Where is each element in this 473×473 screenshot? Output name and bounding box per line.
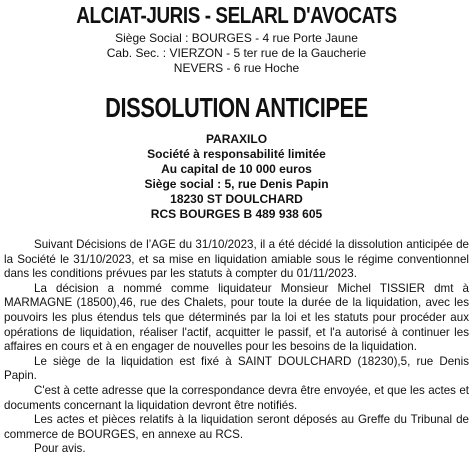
company-name: PARAXILO: [205, 132, 268, 146]
notice-title: DISSOLUTION ANTICIPEE: [105, 92, 368, 123]
body-paragraph: La décision a nommé comme liquidateur Monsieur Michel TISSIER dmt à MARMAGNE (18500),46, rue des Chalets, pour toute la durée de la liquidation, avec les pouvoirs les plus étendus tels que déterminés par la loi et les statuts pour procéder aux opérations de liquidation, réaliser l'actif, acquitter le passif, et l'a autorisé à continuer les affaires en cours et à en engager de nouvelles pour les besoins de la liquidation.: [4, 281, 469, 354]
body-paragraph: Les actes et pièces relatifs à la liquidation seront déposés au Greffe du Tribunal de commerce de BOURGES, en annexe au RCS.: [4, 413, 469, 441]
firm-address-line: NEVERS - 6 rue Hoche: [173, 61, 300, 75]
company-legal-form: Société à responsabilité limitée: [147, 147, 326, 161]
company-city: 18230 ST DOULCHARD: [170, 192, 303, 206]
body-paragraph: Pour avis.: [34, 442, 86, 456]
firm-address-line: Siège Social : BOURGES - 4 rue Porte Jaune: [115, 31, 358, 45]
company-head-office: Siège social : 5, rue Denis Papin: [144, 177, 329, 191]
firm-address-block: [0, 31, 473, 76]
company-capital: Au capital de 10 000 euros: [161, 162, 312, 176]
firm-address-line: Cab. Sec. : VIERZON - 5 ter rue de la Gaucherie: [106, 46, 367, 60]
notice-body: [4, 238, 469, 457]
company-details: [0, 132, 473, 222]
body-paragraph: C'est à cette adresse que la correspondance devra être envoyée, et que les actes et documents concernant la liquidation devront être notifiés.: [4, 383, 469, 412]
body-paragraph: Suivant Décisions de l’AGE du 31/10/2023, il a été décidé la dissolution anticipée de la Société le 31/10/2023, et sa mise en liquidation amiable sous le régime conventionnel dans les conditions prévues par les statuts à compter du 01/11/2023.: [4, 238, 469, 281]
firm-name: ALCIAT-JURIS - SELARL D'AVOCATS: [76, 2, 397, 28]
company-registration: RCS BOURGES B 489 938 605: [150, 207, 323, 221]
body-paragraph: Le siège de la liquidation est fixé à SAINT DOULCHARD (18230),5, rue Denis Papin.: [4, 354, 469, 383]
